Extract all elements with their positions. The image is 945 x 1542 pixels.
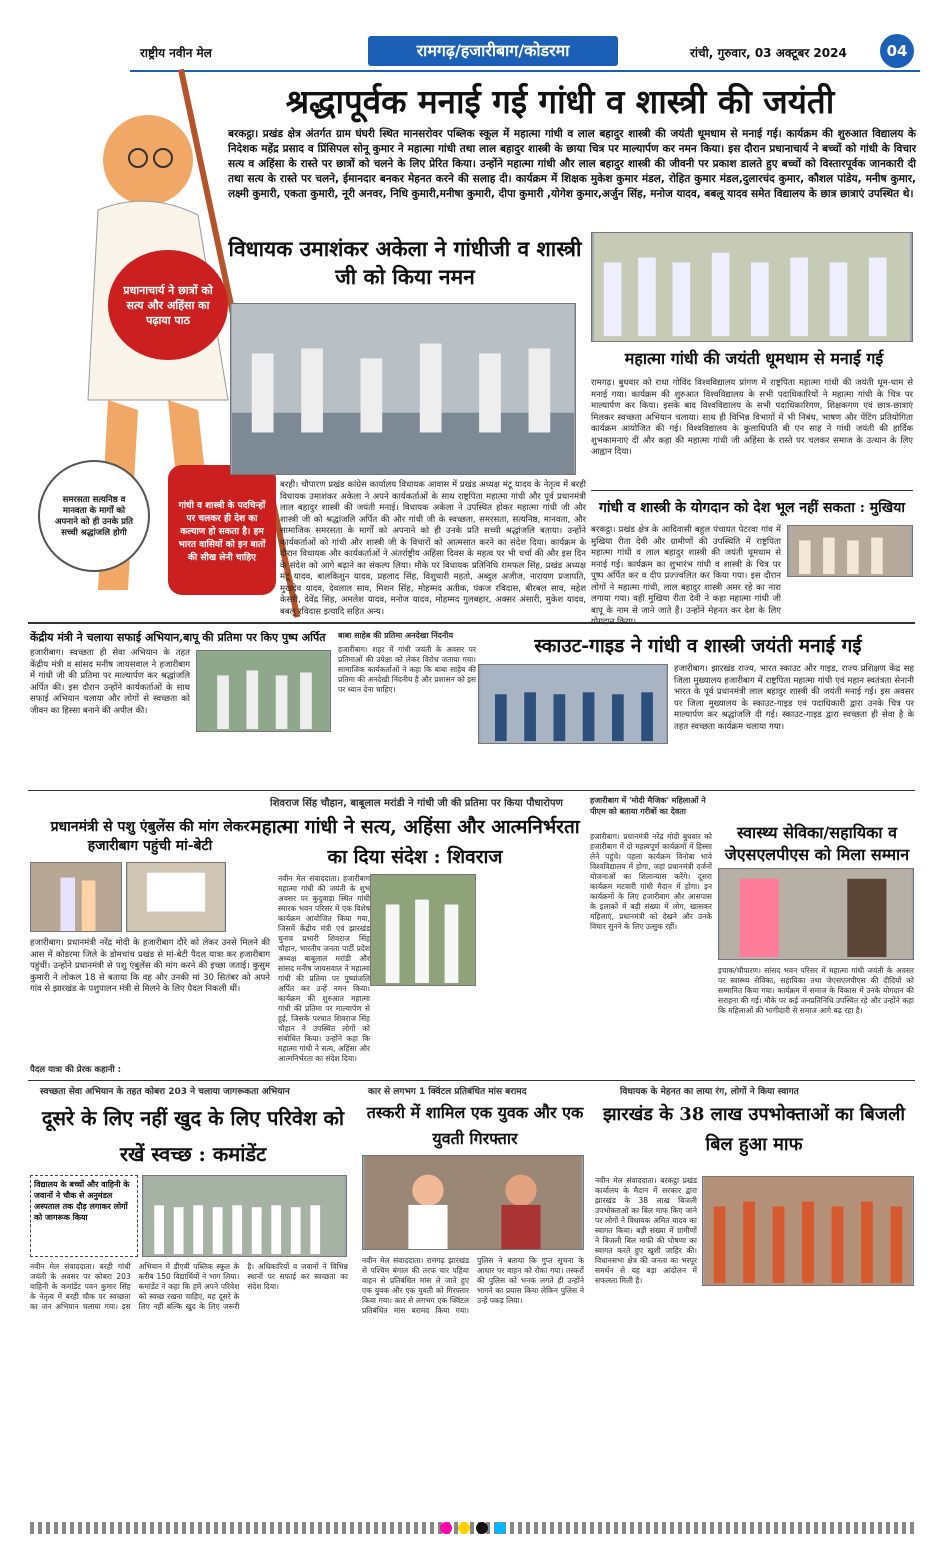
scout-story-headline: स्काउट-गाइड ने गांधी व शास्त्री जयंती मनाई गई — [534, 635, 862, 657]
cobra-story-kicker: स्वच्छता सेवा अभियान के तहत कोबरा 203 ने चलाया जागरूकता अभियान — [40, 1087, 290, 1097]
cyan-dot — [494, 1522, 506, 1534]
mla-story-headline: विधायक उमाशंकर अकेला ने गांधीजी व शास्त्री जी को किया नमन — [228, 236, 582, 289]
issue-date: रांची, गुरुवार, 03 अक्टूबर 2024 — [690, 46, 847, 60]
quote-bubble-principal: प्रधानाचार्य ने छात्रों को सत्य और अहिंसा का पढ़ाया पाठ — [108, 250, 228, 360]
mla-story-photo — [230, 303, 576, 475]
electric-story-photo — [702, 1176, 914, 1286]
vbu-story-headline: महात्मा गांधी की जयंती धूमधाम से मनाई गई — [624, 349, 884, 368]
smuggling-story-headline: तस्करी में शामिल एक युवक और एक युवती गिरफ्तार — [366, 1103, 584, 1148]
sahiya-story-headline: स्वास्थ्य सेविका/सहायिका व जेएसएलपीएस को मिला सम्मान — [724, 823, 910, 864]
babu-story-kicker: बाबा साहेब की प्रतिमा अनदेखा निंदनीय — [338, 631, 454, 640]
magic-story-body: हजारीबाग। प्रधानमंत्री नरेंद्र मोदी बुधवार को हजारीबाग में दो महत्वपूर्ण कार्यक्रमों में हिस्सा लेने पहुंचे। पहला कार्यक्रम विनोबा भावे विश्वविद्यालय में होगा, जहां प्रधानमंत्री दर्जनों योजनाओं का शिलान्यास करेंगे। दूसरा कार्यक्रम मटवारी गांधी मैदान में होगा। इन कार्यक्रमों के लिए हजारीबाग और आसपास के इलाकों में बड़ी संख्या में लोग, खासकर महिलाएं, प्रधानमंत्री को देखने और उनके विचार सुनने के लिए उत्सुक रहीं। — [590, 832, 712, 931]
shivraj-story-headline: महात्मा गांधी ने सत्य, अहिंसा और आत्मनिर्भरता का दिया संदेश : शिवराज — [250, 816, 580, 868]
electric-story-headline: झारखंड के 38 लाख उपभोक्ताओं का बिजली बिल हुआ माफ — [602, 1104, 906, 1155]
yellow-dot — [458, 1522, 470, 1534]
minister-story-headline: केंद्रीय मंत्री ने चलाया सफाई अभियान,बापू की प्रतिमा पर किए पुष्प अर्पित — [30, 631, 326, 644]
scout-story-photo — [478, 664, 668, 744]
scout-story-body: हजारीबाग। झारखंड राज्य, भारत स्काउट और गाइड, राज्य प्रशिक्षण केंद्र सह जिला मुख्यालय हजारीबाग में राष्ट्रपिता महात्मा गांधी एवं महान स्वतंत्रता सेनानी भारत के पूर्व प्रधानमंत्री लाल बहादुर शास्त्री की जयंती मनाई गई। इस अवसर पर जिला मुख्यालय के स्काउट-गाइड एवं पदाधिकारी द्वारा उनके चित्र पर माल्यार्पण कर श्रद्धांजलि दी गई। स्काउट-गाइड द्वारा स्वच्छता ही सेवा है के तहत स्वच्छता कार्यक्रम चलाया गया। — [674, 664, 914, 732]
shivraj-story-body: नवीन मेल संवाददाता। हजारीबाग महात्मा गांधी की जयंती के शुभ अवसर पर कुदुवाड़ा स्थित गांधी स्मारक भवन परिसर में एक विशेष कार्यक्रम आयोजित किया गया, जिसमें केंद्रीय मंत्री एवं झारखंड चुनाव प्रभारी शिवराज सिंह चौहान, भारतीय जनता पार्टी प्रदेश अध्यक्ष बाबूलाल मरांडी और सांसद मनीष जायसवाल ने महात्मा गांधी की प्रतिमा पर पुष्पांजलि अर्पित कर उन्हें नमन किया। कार्यक्रम की शुरुआत महात्मा गांधी की प्रतिमा पर माल्यार्पण से हुई, जिसके पश्चात शिवराज सिंह चौहान ने उपस्थित लोगों को संबोधित किया। उन्होंने कहा कि महात्मा गांधी ने सत्य, अहिंसा और आत्मनिर्भरता का संदेश दिया। — [278, 874, 370, 1063]
ambulance-footer: पैदल यात्रा की प्रेरक कहानी : — [30, 1065, 122, 1075]
section-divider — [28, 1080, 915, 1081]
mla-story-body: बरही। चौपारण प्रखंड कांग्रेस कार्यालय विधायक आवास में प्रखंड अध्यक्ष मंटू यादव के नेतृत्व में बरही विधायक उमाशंकर अकेला ने अपने कार्यकर्ताओं के साथ राष्ट्रपिता महात्मा गांधी और पूर्व प्रधानमंत्री लाल बहादुर शास्त्री की जयंती मनाई। विधायक अकेला ने उपस्थित होकर महात्मा गांधी जी और शास्त्री जी को श्रद्धांजलि अर्पित की और गांधी जी के स्वच्छता, समरसता, सत्यनिष्ठ, मानवता, और सामाजिक समरसता के मार्गों को अपनाने को ही उनके प्रति सच्ची श्रद्धांजलि बताया। उन्होंने कार्यकर्ताओं को गांधी और शास्त्री जी के विचारों को आत्मसात करने का संदेश दिया। कार्यक्रम के दौरान विधायक और कार्यकर्ताओं ने अंतर्राष्ट्रीय अहिंसा दिवस के महत्व पर भी चर्चा की और इस दिन के संदेश को आगे बढ़ाने का संकल्प लिया। मौके पर विधायक प्रतिनिधि रामफल सिंह, प्रखंड अध्यक्ष मंटू यादव, बालकिशुन यादव, प्रहलाद सिंह, विशुधारी महतो, अब्दुल अजीज, नारायण प्रजापति, मुखदेव यादव, देवलाल साव, मिशन सिंह, मोहम्मद अतीक, पंकज रविदास, बीरबल साव, महेश केसरी, देवेंद्र सिंह, अमलेश यादव, मनोज यादव, मोहम्मद गुलबहार, अक्सर अंसारी, मुकेश यादव, बबलू रविदास इत्यादि सहित अन्य। — [280, 480, 586, 617]
ambulance-photo-1 — [30, 862, 122, 932]
shivraj-story-photo — [370, 874, 476, 986]
mukhiya-story-headline: गांधी व शास्त्री के योगदान को देश भूल नहीं सकता : मुखिया — [599, 500, 905, 516]
cobra-story-body: नवीन मेल संवाददाता। बरही गांधी जयंती के अवसर पर कोबरा 203 वाहिनी के कमांडेंट पवन कुमार सिंह के नेतृत्व में बरही चौक पर स्वच्छता का जन अभियान चलाया गया। इस अभियान में डीएवी पब्लिक स्कूल के करीब 150 विद्यार्थियों ने भाग लिया। कमांडेंट ने कहा कि हमें अपने परिवेश को स्वच्छ रखना चाहिए, यह दूसरे के लिए नहीं बल्कि खुद के लिए जरूरी है। अधिकारियों व जवानों ने विभिन्न स्थानों पर सफाई कर स्वच्छता का संदेश दिया। — [30, 1262, 348, 1311]
section-title: रामगढ़/हजारीबाग/कोडरमा — [368, 36, 618, 66]
sahiya-story-photo — [718, 868, 914, 960]
sahiya-story-body: इचाक/चौपारण। सांसद भवन परिसर में महात्मा गांधी जयंती के अवसर पर स्वास्थ्य सेविका, सहायिका तथा जेएसएलपीएस की दीदियों को सम्मानित किया गया। कार्यक्रम में समाज के विकास में उनके योगदान की सराहना की गई। मौके पर कई जनप्रतिनिधि उपस्थित रहे और उन्होंने कहा कि महिलाओं की भागीदारी से समाज आगे बढ़ रहा है। — [718, 966, 914, 1015]
minister-story-photo — [196, 650, 331, 732]
black-dot — [476, 1522, 488, 1534]
vbu-story-photo — [591, 232, 913, 342]
section-divider — [28, 622, 915, 624]
ambulance-story-body: हजारीबाग। प्रधानमंत्री नरेंद्र मोदी के हजारीबाग दौरे को लेकर उनसे मिलने की आस में कोडरमा जिले के डोमचांच प्रखंड से मां-बेटी पैदल यात्रा कर हजारीबाग पहुंचीं। उन्होंने प्रधानमंत्री से पशु एंबुलेंस की मांग करने की इच्छा जताई। कुसुम कुमारी ने लोकल 18 से बताया कि वह और उनकी मां 30 सितंबर को अपने गांव से झारखंड के पशुपालन मंत्री से मिलने के लिए पैदल निकली थीं। — [30, 938, 270, 994]
quote-bubble-gandhi-shastri: गांधी व शास्त्री के पदचिन्हों पर चलकर ही देश का कल्याण हो सकता है। हम भारत वासियों को इन बातों की सीख लेनी चाहिए — [168, 465, 276, 595]
divider — [591, 490, 913, 491]
mukhiya-story-body: बरकट्ठा। प्रखंड क्षेत्र के आदिवासी बहुल पंचायत पेटरवा गांव में मुखिया रीता देवी और ग्रामीणों की उपस्थिति में राष्ट्रपिता महात्मा गांधी व लाल बहादुर शास्त्री की जयंती धूमधाम से मनाई गई। कार्यक्रम का शुभारंभ गांधी व शास्त्री के चित्र पर पुष्प अर्पित कर व दीप प्रज्ज्वलित कर किया गया। इस दौरान लोगों ने महात्मा गांधी, लाल बहादुर शास्त्री अमर रहे का नारा लगाया गया। वहीं मुखिया रीता देवी ने कहा महात्मा गांधी जी बापू के नाम से जाने जाते हैं। उन्होंने मेहनत कर देश के लिए — [591, 525, 781, 616]
footer-bar — [30, 1522, 915, 1534]
mukhiya-story-photo — [787, 525, 913, 577]
smuggling-story-body: नवीन मेल संवाददाता। रामगढ़ झारखंड से पश्चिम बंगाल की तरफ चार पहिया वाहन से प्रतिबंधित मांस ले जाते हुए एक युवक और एक युवती को गिरफ्तार किया गया। कार से लगभग एक क्विंटल प्रतिबंधित मांस बरामद किया गया। पुलिस ने बताया कि गुप्त सूचना के आधार पर वाहन को रोका गया। तस्करों की पुलिस को भनक लगते ही उन्होंने भागने का प्रयास किया लेकिन पुलिस ने उन्हें पकड़ लिया। — [362, 1256, 584, 1315]
page-number: 04 — [880, 34, 914, 68]
minister-story-body: हजारीबाग। स्वच्छता ही सेवा अभियान के तहत केंद्रीय मंत्री व सांसद मनीष जायसवाल ने हजारीबाग में गांधी जी की प्रतिमा पर माल्यार्पण कर श्रद्धांजलि अर्पित की। इस दौरान उन्होंने कार्यकर्ताओं के साथ सफाई अभियान चलाया और लोगों से स्वच्छता को जीवन का हिस्सा बनाने की अपील की। — [30, 648, 190, 716]
lead-headline: श्रद्धापूर्वक मनाई गई गांधी व शास्त्री की जयंती — [285, 82, 835, 121]
ambulance-story-headline: प्रधानमंत्री से पशु एंबुलेंस की मांग लेकर हजारीबाग पहुंची मां-बेटी — [50, 819, 250, 854]
electric-story-body: नवीन मेल संवाददाता। बरकट्ठा प्रखंड कार्यालय के मैदान में सरकार द्वारा झारखंड के 38 लाख बिजली उपभोक्ताओं का बिल माफ किए जाने पर लोगों ने विधायक अमित यादव का स्वागत किया। बड़ी संख्या में ग्रामीणों ने बिजली बिल माफी की घोषणा का स्वागत करते हुए खुशी जाहिर की। विधानसभा क्षेत्र की जनता का भरपूर समर्थन से यह बड़ा आंदोलन में सफलता मिली है। — [595, 1176, 697, 1285]
vbu-story-body: रामगढ़। बुधवार को राधा गोविंद विश्वविद्यालय प्रांगण में राष्ट्रपिता महात्मा गांधी की जयंती धूम-धाम से मनाई गया। कार्यक्रम की शुरुआत विश्वविद्यालय के सभी पदाधिकारियों ने महात्मा गांधी के चित्र पर माल्यार्पण कर किया। इसके बाद विश्वविद्यालय के सभी पदाधिकारिगण, शिक्षकगण एवं छात्र-छात्राएं मिलकर स्वच्छता अभियान चलाया। साथ ही विभिन्न विभागों में भी निबंध, भाषण और पेंटिंग प्रतियोगिता कार्यक्रम आयोजित की गई। विश्वविद्यालय के कुलाधिपति बी एन साह ने गांधी जयंती की हार्दिक शुभकामनाएं दीं और कहा की महात्मा गांधी जी अहिंसा के रास्ते पर चलकर समाज के उत्थान के लिए आह्वान दिया। — [591, 378, 913, 457]
cobra-story-headline: दूसरे के लिए नहीं खुद के लिए परिवेश को रखें स्वच्छ : कमांडेंट — [41, 1106, 345, 1166]
newspaper-name: राष्ट्रीय नवीन मेल — [140, 46, 212, 60]
smuggling-story-photo — [362, 1155, 584, 1250]
cobra-story-caption: विद्यालय के बच्चों और वाहिनी के जवानों ने चौक से अनुमंडल अस्पताल तक दौड़ लगाकर लोगों को जागरूक किया — [30, 1175, 138, 1257]
section-divider — [28, 790, 915, 791]
electric-story-kicker: विधायक के मेहनत का लाया रंग, लोगों ने किया स्वागत — [620, 1087, 799, 1097]
smuggling-story-kicker: कार से लगभग 1 क्विंटल प्रतिबंधित मांस बरामद — [368, 1087, 527, 1097]
magenta-dot — [440, 1522, 452, 1534]
cobra-story-photo — [142, 1175, 347, 1257]
lead-intro-text: बरकट्ठा। प्रखंड क्षेत्र अंतर्गत ग्राम घंघरी स्थित मानसरोवर पब्लिक स्कूल में महात्मा गांधी व लाल बहादुर शास्त्री की जयंती धूमधाम से मनाई गई। कार्यक्रम की शुरुआत विद्यालय के निदेशक महेंद्र प्रसाद व प्रिंसिपल सोनू कुमार ने महात्मा गांधी तथा लाल बहादुर शास्त्री के छाया चित्र पर माल्यार्पण कर नमन किया। इस दौरान प्रधानाचार्य ने बच्चों को गांधी के विचार सत्य व अहिंसा के रास्ते पर छात्रों को चलने के लिए प्रेरित किया। उन्होंने महात्मा गांधी और लाल बहादुर शास्त्री की जीवनी पर प्रकाश डालते हुए बच्चों को विस्तारपूर्वक जानकारी दी तथा सत्य के रास्ते पर चलने, ईमानदार बनकर मेहनत करने की सलाह दी। कार्यक्रम में शिक्षक मुकेश कुमार मंडल, रोहित कुमार मंडल,दुलारचंद कुमार, कौशल पांडेय, मनीष कुमार, लक्ष्मी कुमारी, एकता कुमारी, नूरी अनवर, निधि कुमारी,मनीषा कुमारी, दीपा कुमारी ,योगेश कुमार,अर्जुन सिंह, मनोज यादव, बबलू यादव समेत विद्यालय के छात्र छात्राएं उपस्थित थे। — [228, 128, 916, 200]
quote-bubble-samrasta: समरसता सत्यनिष्ठ व मानवता के मार्गों को अपनाने को ही उनके प्रति सच्ची श्रद्धांजलि होगी — [38, 460, 150, 572]
babu-story-body: हजारीबाग। शहर में गांधी जयंती के अवसर पर प्रतिमाओं की उपेक्षा को लेकर विरोध जताया गया। सामाजिक कार्यकर्ताओं ने कहा कि बाबा साहेब की प्रतिमा की अनदेखी निंदनीय है और प्रशासन को इस पर ध्यान देना चाहिए। — [338, 645, 476, 694]
shivraj-story-kicker: शिवराज सिंह चौहान, बाबूलाल मरांडी ने गांधी जी की प्रतिमा पर किया पौधारोपण — [270, 798, 563, 809]
ambulance-photo-2 — [126, 862, 226, 932]
magic-story-kicker: हजारीबाग में 'मोदी मैजिक' महिलाओं ने पीएम को बताया गरीबों का देवता — [590, 796, 706, 816]
